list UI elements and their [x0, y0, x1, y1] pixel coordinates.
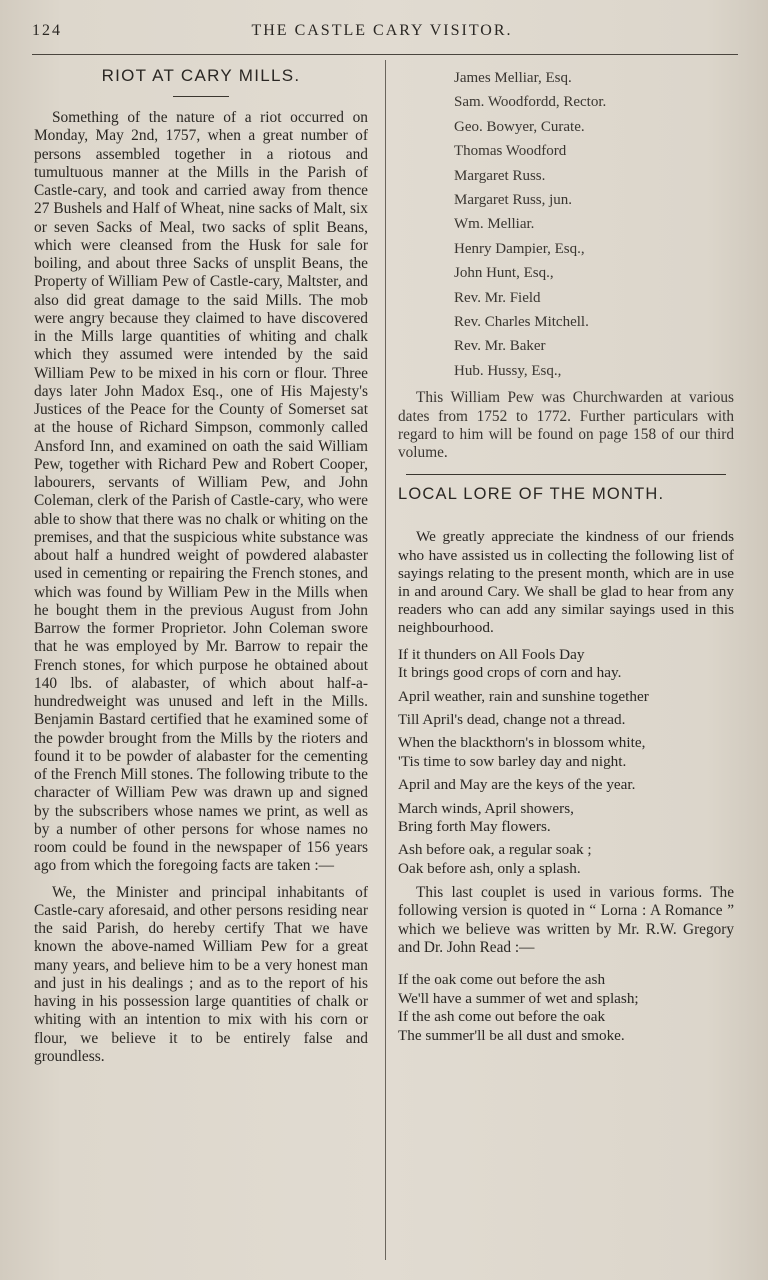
saying-line: April weather, rain and sunshine together [398, 687, 649, 705]
churchwarden-note: This William Pew was Churchwarden at various dates from 1752 to 1772. Further particulars with regard to him will be found on page 158 of our third volume. [398, 389, 734, 462]
signatory: Rev. Charles Mitchell. [454, 314, 589, 331]
left-column [34, 62, 368, 1066]
saying-line: It brings good crops of corn and hay. [398, 664, 622, 682]
riot-paragraph-1: Something of the nature of a riot occurred on Monday, May 2nd, 1757, when a great number of persons assembled together in a riotous and tumultuous manner at the Mills in the Parish of Castle-cary, and took and carried away from thence 27 Bushels and Half of Wheat, nine sacks of Malt, six or seven Sacks of Meal, two sacks of split Beans, which were cleansed from the Husk for sale for boiling, and about three Sacks of unsplit Beans, the Property of William Pew of Castle-cary, Maltster, and also did great damage to the said Mills. The mob were angry because they claimed to have discovered in the Mills large quantities of whiting and chalk which they assumed were intended by the said William Pew to be mixed in his corn or flour. Three days later John Madox Esq., one of His Majesty's Justices of the Peace for the County of Somerset sat at the house of Richard Simpson, commonly called Ansford Inn, and examined on oath the said William Pew, together with Richard Pew and Robert Cooper, labourers, servants of William Pew, and John Coleman, clerk of the Parish of Castle-cary, who were able to show that there was no chalk or whiting on the premises, and that the suspicious white substance was about half a hundred weight of powdered alabaster used in cementing or repairing the French stones, and which was found by William Pew in the Mills when he bought them in the previous August from John Barrow the former Proprietor. John Coleman swore that he was employed by Mr. Barrow to repair the French stones, for which purpose he obtained about 140 lbs. of alabaster, of which about half-a-hundredweight was unused and left in the Mills. Benjamin Bastard certified that he examined some of the powder brought from the Mills by the rioters and found it to be powder of alabaster for the cementing of the French Mill stones. The following tribute to the character of William Pew was drawn up and signed by the subscribers whose names we print, as well as by a number of other persons for whose names no room could be found in the newspaper of 156 years ago from which the foregoing facts are taken :— [34, 109, 368, 875]
lore-intro: We greatly appreciate the kindness of our friends who have assisted us in collecting the following list of sayings relating to the present month, which are in use in and around Cary. We shall be glad to hear from any readers who can add any similar sayings used in this neighbourhood. [398, 528, 734, 637]
riot-paragraph-2: We, the Minister and principal inhabitants of Castle-cary aforesaid, and other persons residing near the said Parish, do hereby certify That we have known the above-named William Pew for a great many years, and believe him to be a very honest man and just in his dealings ; and as to the report of his having in his possession large quantities of chalk or whiting with an intention to mix with his corn or flour, we believe it to be entirely false and groundless. [34, 883, 368, 1065]
saying [398, 646, 734, 683]
saying-line: Till April's dead, change not a thread. [398, 710, 626, 728]
verse-line: If the oak come out before the ash [398, 971, 606, 989]
signatory: Margaret Russ, jun. [454, 192, 573, 209]
saying-line: Ash before oak, a regular soak ; [398, 841, 592, 859]
verse-line: We'll have a summer of wet and splash; [398, 989, 639, 1007]
saying [398, 776, 734, 794]
saying-line: If it thunders on All Fools Day [398, 645, 585, 663]
verse-line: If the ash come out before the oak [398, 1008, 606, 1026]
signatory: James Melliar, Esq. [454, 70, 572, 86]
saying-line: April and May are the keys of the year. [398, 776, 636, 794]
saying [398, 711, 734, 729]
title-rule [173, 96, 229, 97]
signatory: Rev. Mr. Baker [454, 338, 546, 355]
page-number: 124 [32, 22, 62, 39]
signatory: Henry Dampier, Esq., [454, 240, 585, 257]
saying-line: When the blackthorn's in blossom white, [398, 734, 646, 752]
signatory: Thomas Woodford [454, 143, 567, 160]
signatory: Geo. Bowyer, Curate. [454, 118, 585, 135]
signatory: Hub. Hussy, Esq., [454, 362, 562, 379]
verse-line: The summer'll be all dust and smoke. [398, 1026, 625, 1044]
lorna-verse [398, 971, 734, 1045]
signatory-list [398, 66, 734, 383]
signatory: Wm. Melliar. [454, 216, 535, 233]
saying-line: March winds, April showers, [398, 799, 574, 817]
saying [398, 734, 734, 771]
saying [398, 841, 734, 878]
section-divider [406, 474, 726, 475]
signatory: John Hunt, Esq., [454, 265, 554, 282]
column-divider [385, 60, 386, 1260]
running-head [32, 22, 732, 44]
right-column [398, 62, 734, 1045]
sayings-list [398, 646, 734, 878]
header-rule [32, 54, 738, 55]
saying [398, 800, 734, 837]
lore-title: LOCAL LORE OF THE MONTH. [398, 485, 665, 504]
saying-line: 'Tis time to sow barley day and night. [398, 752, 627, 770]
signatory: Rev. Mr. Field [454, 289, 541, 306]
signatory: Margaret Russ. [454, 167, 546, 184]
saying-line: Oak before ash, only a splash. [398, 859, 581, 877]
riot-title: RIOT AT CARY MILLS. [101, 66, 301, 85]
saying [398, 688, 734, 706]
journal-title: THE CASTLE CARY VISITOR. [251, 22, 513, 39]
couplet-note: This last couplet is used in various forms. The following version is quoted in “ Lorna : A Romance ” which we believe was written by Mr. R.W. Gregory and Dr. John Read :— [398, 884, 734, 957]
saying-line: Bring forth May flowers. [398, 817, 551, 835]
signatory: Sam. Woodfordd, Rector. [454, 94, 607, 111]
